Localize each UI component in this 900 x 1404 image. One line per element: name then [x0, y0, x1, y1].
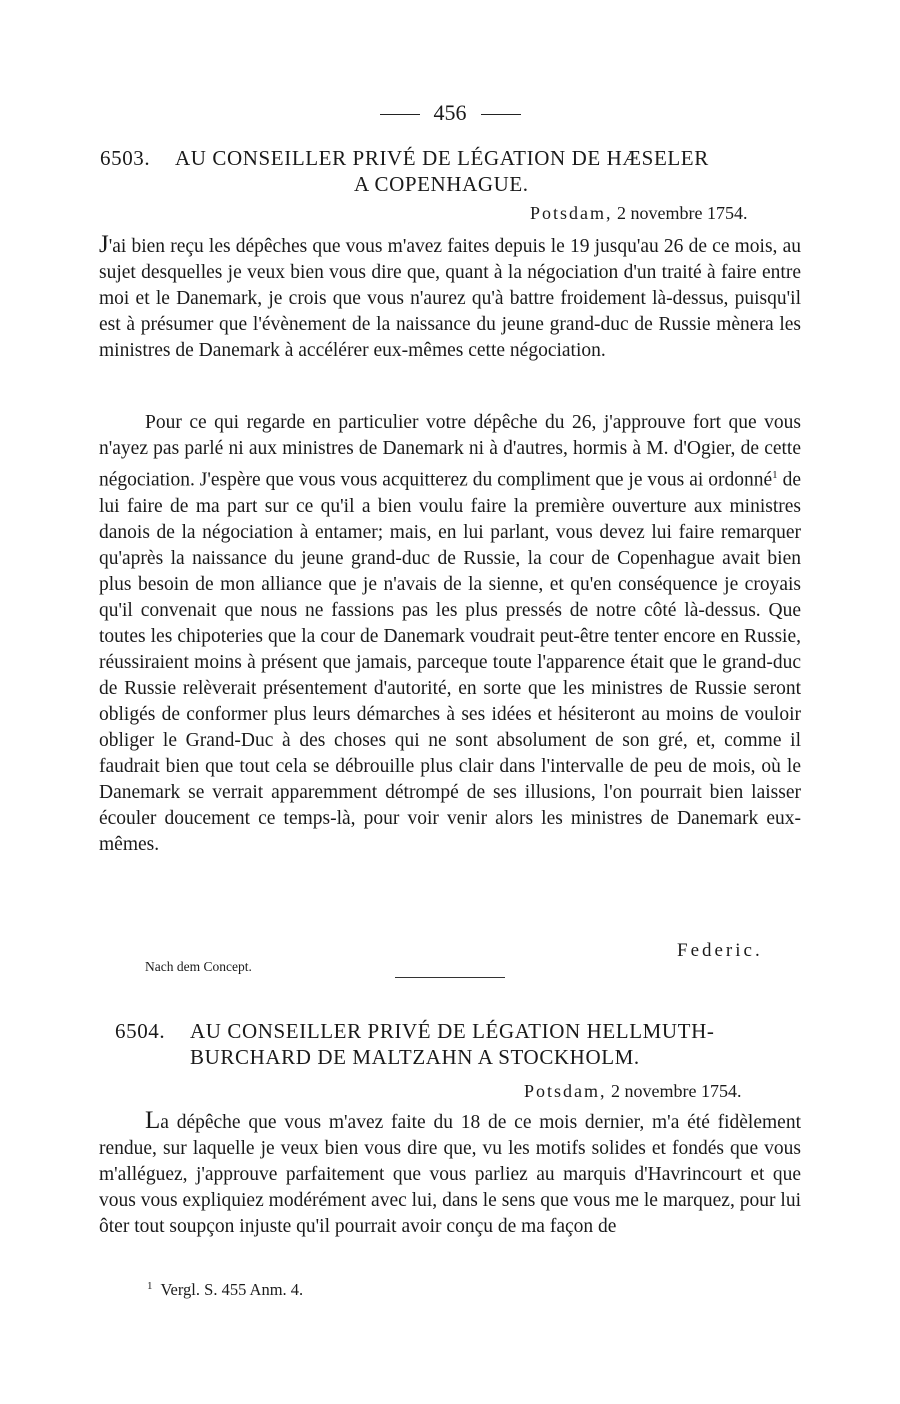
dateline: [524, 1081, 742, 1102]
section-divider: [395, 977, 505, 978]
letter-heading: [115, 1018, 815, 1070]
dateline-place: Potsdam,: [530, 203, 613, 223]
letter-number: 6504.: [115, 1019, 166, 1043]
footnote-text: Vergl. S. 455 Anm. 4.: [160, 1280, 304, 1299]
dateline-place: Potsdam,: [524, 1081, 607, 1101]
footnote-reference: 1: [772, 469, 778, 481]
paragraph: [99, 410, 801, 858]
footnote: [147, 1280, 303, 1300]
source-note: Nach dem Concept.: [145, 959, 252, 974]
dateline-date: 2 novembre 1754.: [611, 1081, 742, 1101]
dateline-date: 2 novembre 1754.: [617, 203, 748, 223]
page-number-header: [0, 100, 900, 126]
header-dash-left: [380, 114, 420, 115]
signature: Federic.: [677, 940, 763, 961]
drop-initial: J: [99, 231, 109, 258]
letter-title-line: BURCHARD DE MALTZAHN A STOCKHOLM.: [190, 1045, 640, 1069]
paragraph-text: 'ai bien reçu les dépêches que vous m'avez faites depuis le 19 jusqu'au 26 de ce mois, au sujet desquelles je veux bien vous dire que, quant à la négociation d'un traité à faire entre moi et le Danemark, je crois que vous n'aurez qu'à battre froidement là-dessus, puisqu'il est à présumer que l'évènement de la naissance du jeune grand-duc de Russie mènera les ministres de Danemark à accélérer eux-mêmes cette négociation.: [99, 236, 801, 361]
dateline: [530, 203, 748, 224]
letter-title-line: A COPENHAGUE.: [354, 172, 529, 196]
paragraph-text: de lui faire de ma part sur ce qu'il a bien voulu faire la première ouverture aux ministres danois de la négociation à entamer; mais, en lui parlant, vous devez lui faire remarquer qu'après la naissance du jeune grand-duc de Russie, la cour de Copenhague avait bien plus besoin de mon alliance que je n'avais de la sienne, et qu'en conséquence je croyais qu'il convenait que nous ne fassions pas les plus pressés de notre côté là-dessus. Que toutes les chipoteries que la cour de Danemark voudrait peut-être tenter encore en Russie, réussiraient moins à présent que jamais, parceque toute l'apparence était que le grand-duc de Russie relèverait présentement d'autorité, en sorte que les ministres de Russie seront obligés de conformer plus leurs démarches à ses idées et hésiteront au moins de vouloir obliger le Grand-Duc à des choses qui ne sont absolument de son gré, et, comme il faudrait bien que tout cela se débrouille plus clair dans l'intervalle de peu de mois, où le Danemark se verrait apparemment détrompé de ses illusions, l'on pourrait bien laisser écouler doucement ce temps-là, pour voir venir alors les ministres de Danemark eux-mêmes.: [99, 469, 801, 855]
header-dash-right: [481, 114, 521, 115]
paragraph-text: Pour ce qui regarde en particulier votre dépêche du 26, j'approuve fort que vous n'ayez pas parlé ni aux ministres de Danemark ni à d'autres, hormis à M. d'Ogier, de cette négociation. J'espère que vous vous acquitterez du compliment que je vous ai ordonné: [99, 412, 801, 491]
paragraph: [99, 232, 801, 364]
paragraph-text: a dépêche que vous m'avez faite du 18 de ce mois dernier, m'a été fidèlement rendue, sur laquelle je veux bien vous dire que, vu les motifs solides et fondés que vous m'alléguez, j'approuve parfaitement que vous parliez au marquis d'Havrincourt et que vous vous expliquiez modérément avec lui, dans le sens que vous me le marquez, pour lui ôter tout soupçon injuste qu'il pourrait avoir conçu de ma façon de: [99, 1112, 801, 1237]
letter-heading: [100, 145, 810, 197]
letter-number: 6503.: [100, 146, 151, 170]
footnote-mark: 1: [147, 1280, 153, 1292]
letter-title-line: AU CONSEILLER PRIVÉ DE LÉGATION HELLMUTH-: [190, 1019, 715, 1043]
letter-title-line: AU CONSEILLER PRIVÉ DE LÉGATION DE HÆSELER: [175, 146, 709, 170]
paragraph: [99, 1108, 801, 1240]
page-number: 456: [433, 100, 467, 125]
drop-initial: L: [145, 1107, 161, 1134]
